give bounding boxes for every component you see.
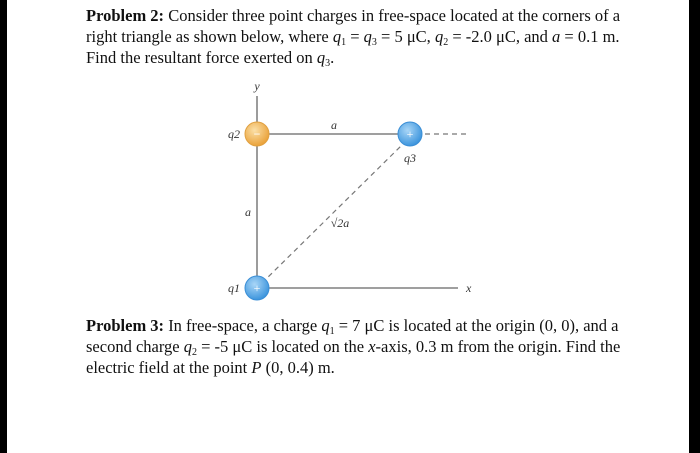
problem-2-label: Problem 2: <box>86 6 165 25</box>
text: -axis, 0.3 m from the origin. Find the <box>375 337 621 356</box>
y-axis-label: y <box>254 79 260 93</box>
hypotenuse-label: √2a <box>330 216 350 230</box>
var: q <box>183 337 192 356</box>
q2-label: q2 <box>228 127 240 141</box>
sub: 2 <box>443 37 449 48</box>
q3-sign: + <box>406 127 414 141</box>
text: = <box>346 27 364 46</box>
var: q <box>363 27 372 46</box>
var: q <box>332 27 342 46</box>
problem-3-label: Problem 3: <box>86 316 165 335</box>
text: = -5 μC is located on the <box>197 337 369 356</box>
text: . <box>330 48 335 67</box>
sub: 3 <box>325 58 331 69</box>
text: Consider three point charges in free-space located at the corners of a <box>164 6 621 25</box>
var: a <box>552 27 561 46</box>
q3-label: q3 <box>404 151 416 165</box>
var: x <box>368 337 376 356</box>
text: = 7 μC is located at the origin (0, 0), and a <box>334 316 619 335</box>
x-axis-label: x <box>466 281 472 295</box>
text: right triangle as shown below, where <box>86 27 333 46</box>
var: q <box>316 48 326 67</box>
text: = 5 μC, <box>376 27 435 46</box>
text: Find the resultant force exerted on <box>86 48 317 67</box>
sub: 1 <box>341 37 347 48</box>
q1-label: q1 <box>228 281 240 295</box>
text: electric field at the point <box>86 358 252 377</box>
q1-sign: + <box>253 281 261 295</box>
side-top-label: a <box>331 118 337 132</box>
var: P <box>251 358 262 377</box>
text: (0, 0.4) m. <box>261 358 335 377</box>
sub: 2 <box>192 347 197 358</box>
text: In free-space, a charge <box>164 316 322 335</box>
var: q <box>321 316 330 335</box>
text: = -2.0 μC, and <box>448 27 553 46</box>
text: = 0.1 m. <box>560 27 620 46</box>
q2-sign: − <box>253 127 261 141</box>
sub: 1 <box>329 326 335 337</box>
side-left-label: a <box>245 205 251 219</box>
text: second charge <box>86 337 184 356</box>
sub: 3 <box>371 37 377 48</box>
hypotenuse-line <box>262 143 404 283</box>
var: q <box>434 27 444 46</box>
